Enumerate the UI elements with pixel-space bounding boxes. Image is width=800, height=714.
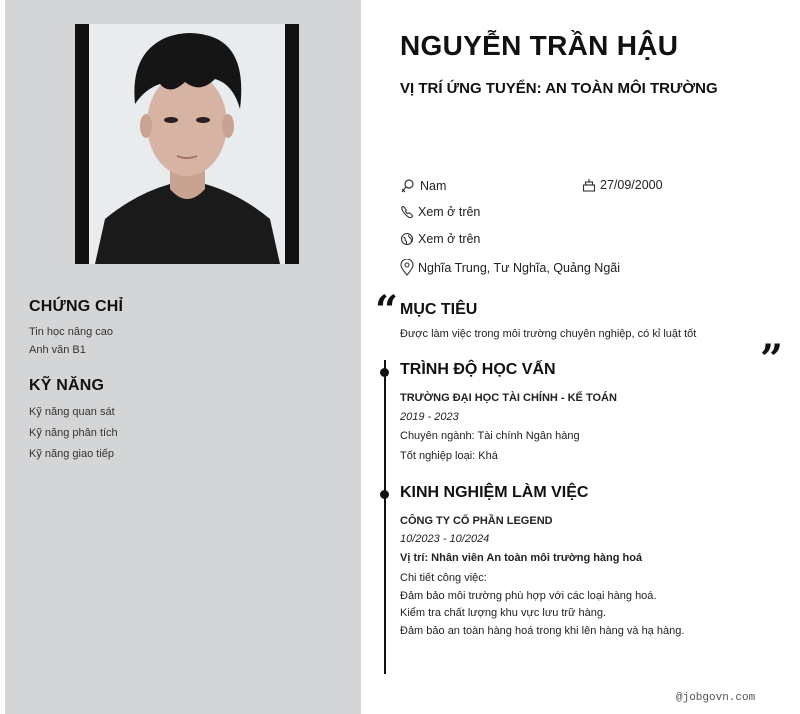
timeline-dot: [380, 368, 389, 377]
candidate-name: NGUYỄN TRẦN HẬU: [400, 30, 679, 61]
objective-text: Được làm việc trong môi trường chuyên nghiệp, có kỉ luật tốt: [400, 328, 697, 340]
experience-period: 10/2023 - 10/2024: [400, 533, 490, 545]
gender-value: Nam: [420, 179, 447, 193]
phone-value: Xem ở trên: [418, 205, 481, 219]
gender-icon: [400, 178, 416, 194]
watermark: @jobgovn.com: [676, 692, 756, 704]
school-name: TRƯỜNG ĐẠI HỌC TÀI CHÍNH - KẾ TOÁN: [400, 392, 617, 404]
birthday-value: 27/09/2000: [600, 178, 663, 192]
timeline-line: [384, 360, 386, 674]
phone-info: [400, 205, 480, 219]
objective-title: MỤC TIÊU: [400, 301, 478, 318]
website-info: [400, 232, 480, 246]
birthday-info: [582, 178, 663, 192]
location-pin-icon: [400, 259, 414, 276]
experience-detail-item: Đảm bảo an toàn hàng hoá trong khi lên hàng và hạ hàng.: [400, 625, 685, 637]
experience-details-label: Chi tiết công việc:: [400, 572, 487, 584]
education-period: 2019 - 2023: [400, 411, 459, 423]
experience-detail-item: Kiểm tra chất lượng khu vực lưu trữ hàng.: [400, 607, 607, 619]
certificate-item: Anh văn B1: [29, 344, 86, 356]
address-info: [400, 259, 620, 276]
address-value: Nghĩa Trung, Tư Nghĩa, Quảng Ngãi: [418, 260, 621, 275]
main-content: [361, 0, 800, 714]
experience-title: KINH NGHIỆM LÀM VIỆC: [400, 484, 589, 501]
education-title: TRÌNH ĐỘ HỌC VẤN: [400, 361, 556, 378]
experience-detail-item: Đảm bảo môi trường phù hợp với các loại hàng hoá.: [400, 590, 657, 602]
cake-icon: [582, 178, 596, 192]
skills-title: KỸ NĂNG: [29, 377, 105, 394]
globe-icon: [400, 232, 414, 246]
certificate-item: Tin học nâng cao: [29, 326, 113, 338]
phone-icon: [400, 205, 414, 219]
education-major: Chuyên ngành: Tài chính Ngân hàng: [400, 430, 580, 442]
open-quote-icon: “: [375, 287, 399, 334]
profile-photo: [75, 24, 299, 264]
experience-role: Vị trí: Nhân viên An toàn môi trường hàng hoá: [400, 552, 643, 564]
gender-info: [400, 178, 446, 194]
sidebar: [5, 0, 361, 714]
education-grade: Tốt nghiệp loại: Khá: [400, 450, 498, 462]
company-name: CÔNG TY CỔ PHẦN LEGEND: [400, 515, 553, 527]
skill-item: Kỹ năng phân tích: [29, 427, 118, 439]
applied-position: VỊ TRÍ ỨNG TUYỂN: AN TOÀN MÔI TRƯỜNG: [400, 80, 718, 97]
skill-item: Kỹ năng giao tiếp: [29, 448, 115, 460]
timeline-dot: [380, 490, 389, 499]
website-value: Xem ở trên: [418, 232, 481, 246]
certificates-title: CHỨNG CHỈ: [29, 298, 124, 315]
close-quote-icon: ”: [760, 336, 784, 383]
skill-item: Kỹ năng quan sát: [29, 406, 115, 418]
